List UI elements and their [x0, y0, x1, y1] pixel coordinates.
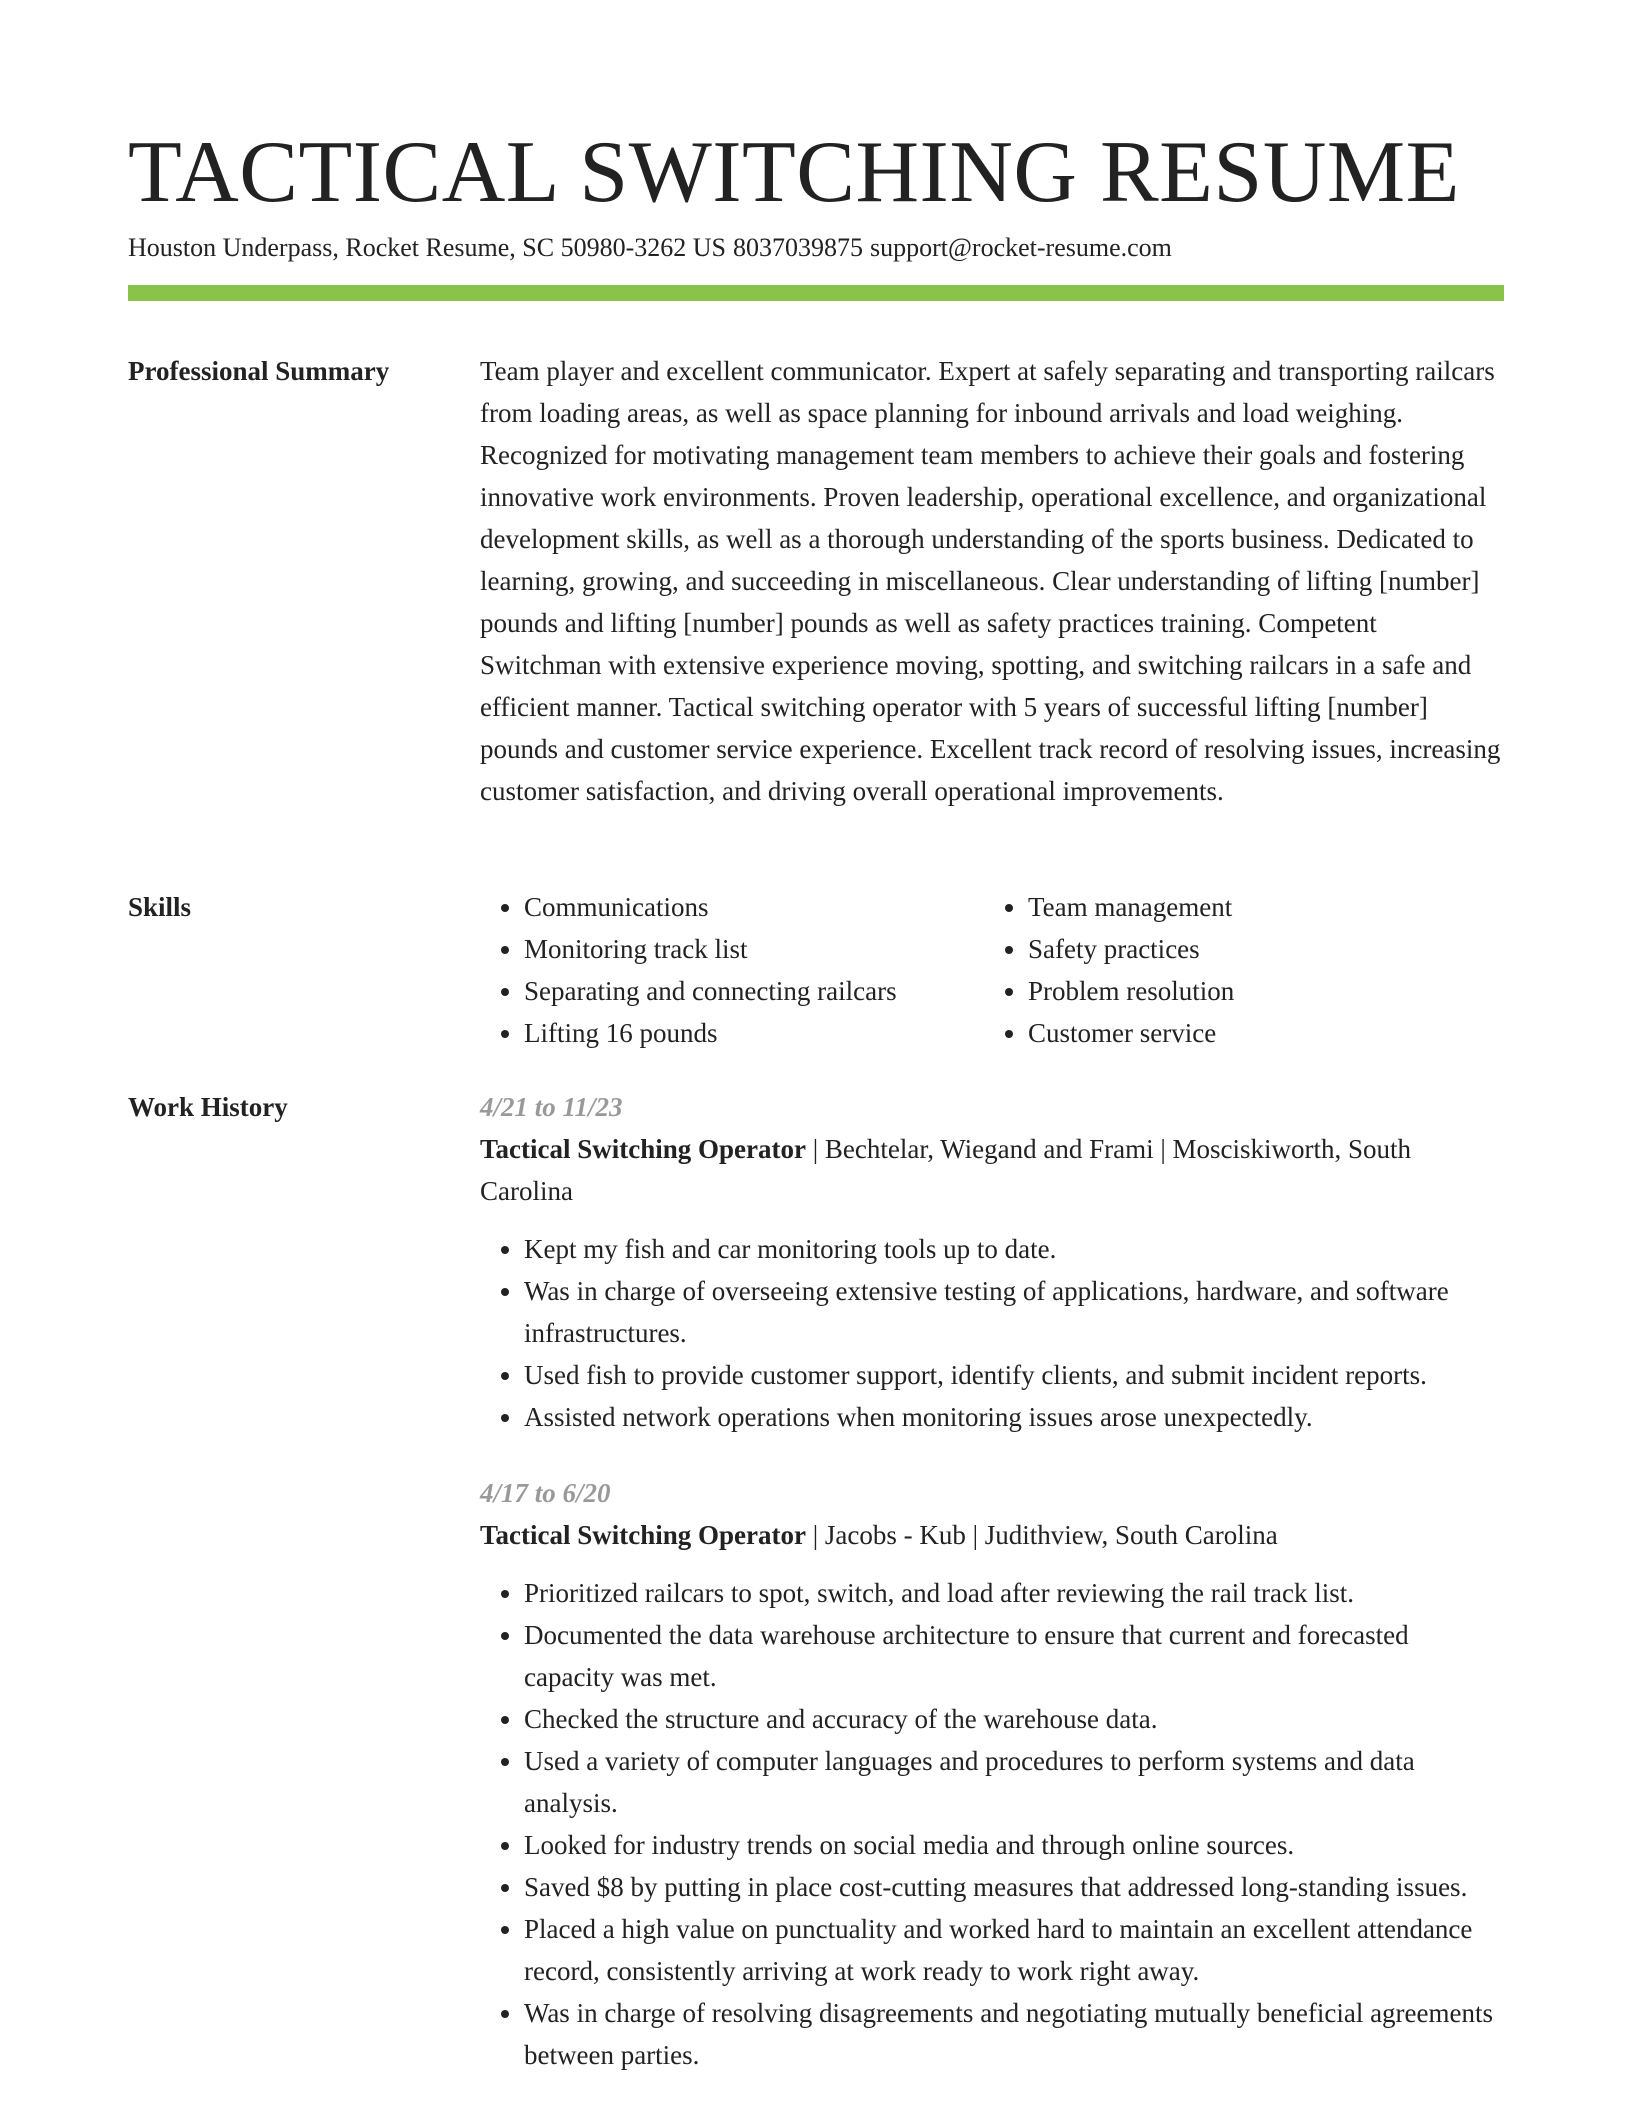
skill-item: • Safety practices: [1028, 928, 1234, 970]
job-bullet: • Prioritized railcars to spot, switch, and load after reviewing the rail track list.: [524, 1572, 1504, 1614]
skills-grid: [480, 886, 1504, 1054]
skills-body: [480, 886, 1504, 1054]
job-bullet: • Assisted network operations when monitoring issues arose unexpectedly.: [524, 1396, 1504, 1438]
skill-item: • Communications: [524, 886, 984, 928]
section-title-work: Work History: [128, 1092, 288, 1122]
job-bullet: • Documented the data warehouse architecture to ensure that current and forecasted capacity was met.: [524, 1614, 1504, 1698]
contact-address: Houston Underpass, Rocket Resume, SC 50980-3262 US: [128, 233, 726, 262]
skill-item: • Separating and connecting railcars: [524, 970, 984, 1012]
contact-email: support@rocket-resume.com: [869, 233, 1172, 262]
skill-item: • Customer service: [1028, 1012, 1234, 1054]
skills-list-left: [480, 886, 984, 1054]
work-body: [480, 1086, 1504, 2110]
job-bullet: • Used fish to provide customer support, identify clients, and submit incident reports.: [524, 1354, 1504, 1396]
skills-list-right: [984, 886, 1234, 1054]
skill-item: • Lifting 16 pounds: [524, 1012, 984, 1054]
job-location: Judithview, South Carolina: [984, 1520, 1278, 1550]
job-bullet: • Saved $8 by putting in place cost-cutting measures that addressed long-standing issues.: [524, 1866, 1504, 1908]
job-company: Jacobs - Kub: [824, 1520, 966, 1550]
job-company: Bechtelar, Wiegand and Frami: [824, 1134, 1154, 1164]
summary-body: [480, 350, 1504, 812]
job-bullet: • Checked the structure and accuracy of the warehouse data.: [524, 1698, 1504, 1740]
job-entry: [480, 1086, 1504, 1438]
resume-title: TACTICAL SWITCHING RESUME: [128, 124, 1460, 221]
job-bullets: [480, 1228, 1504, 1438]
job-bullet: • Kept my fish and car monitoring tools up to date.: [524, 1228, 1504, 1270]
summary-text: Team player and excellent communicator. Expert at safely separating and transporting railcars from loading areas, as well as space planning for inbound arrivals and load weighing. Recognized for motivating management team members to achieve their goals and fostering innovative work environments. Proven leadership, operational excellence, and organizational development skills, as well as a thorough understanding of the sports business. Dedicated to learning, growing, and succeeding in miscellaneous. Clear understanding of lifting [number] pounds and lifting [number] pounds as well as safety practices training. Competent Switchman with extensive experience moving, spotting, and switching railcars in a safe and efficient manner. Tactical switching operator with 5 years of successful lifting [number] pounds and customer service experience. Excellent track record of resolving issues, increasing customer satisfaction, and driving overall operational improvements.: [480, 356, 1501, 806]
job-title: Tactical Switching Operator: [480, 1520, 806, 1550]
section-title-summary: Professional Summary: [128, 356, 390, 386]
job-bullets: [480, 1572, 1504, 2076]
job-bullet: • Used a variety of computer languages and procedures to perform systems and data analysis.: [524, 1740, 1504, 1824]
accent-divider: [128, 285, 1504, 301]
job-location: Mosciskiworth, South Carolina: [480, 1134, 1412, 1206]
job-heading: Tactical Switching Operator | Bechtelar, Wiegand and Frami | Mosciskiworth, South Carolina: [480, 1134, 1412, 1206]
job-title: Tactical Switching Operator: [480, 1134, 806, 1164]
job-dates: 4/21 to 11/23: [480, 1092, 623, 1122]
contact-phone: 8037039875: [732, 233, 863, 262]
job-heading: Tactical Switching Operator | Jacobs - Kub | Judithview, South Carolina: [480, 1520, 1278, 1550]
job-bullet: • Was in charge of resolving disagreements and negotiating mutually beneficial agreements between parties.: [524, 1992, 1504, 2076]
job-entry: [480, 1472, 1504, 2076]
section-title-skills: Skills: [128, 892, 192, 922]
skill-item: • Problem resolution: [1028, 970, 1234, 1012]
skill-item: • Monitoring track list: [524, 928, 984, 970]
skill-item: • Team management: [1028, 886, 1234, 928]
job-bullet: • Was in charge of overseeing extensive testing of applications, hardware, and software infrastructures.: [524, 1270, 1504, 1354]
job-bullet: • Placed a high value on punctuality and worked hard to maintain an excellent attendance record, consistently arriving at work ready to work right away.: [524, 1908, 1504, 1992]
contact-line: [128, 230, 1179, 266]
job-dates: 4/17 to 6/20: [480, 1478, 611, 1508]
job-bullet: • Looked for industry trends on social media and through online sources.: [524, 1824, 1504, 1866]
